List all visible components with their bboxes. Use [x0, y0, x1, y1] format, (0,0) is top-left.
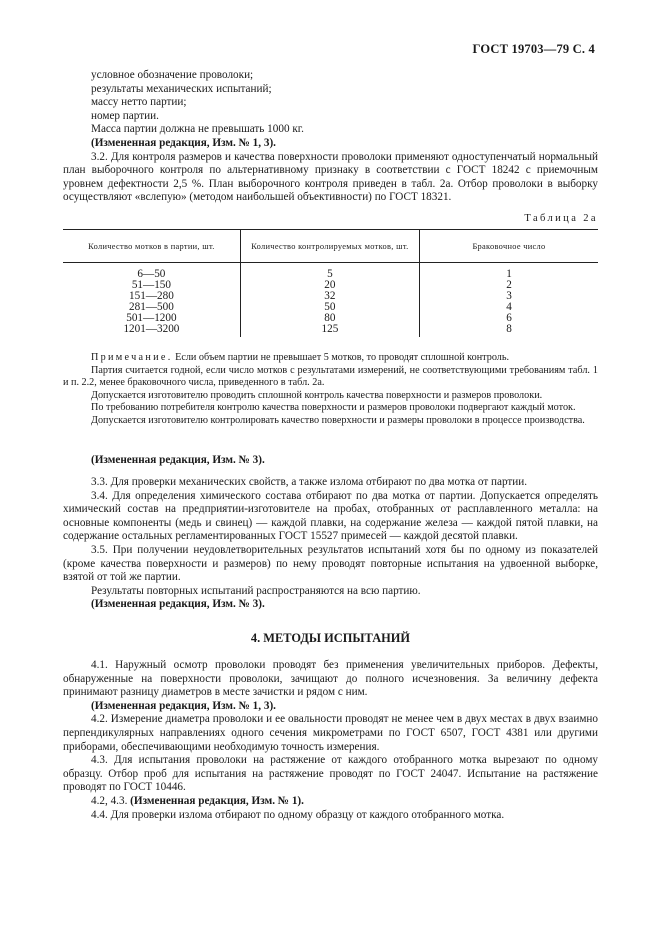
paragraph-4-1: 4.1. Наружный осмотр проволоки проводят без применения увеличительных приборов. Дефекты, обнаруженные на поверхности проволоки, зачищают до полного исчезновения. За величину дефекта принимают разницу диаметров в месте зачистки и рядом с ним. [63, 659, 598, 699]
paragraph-3-5b: Результаты повторных испытаний распространяются на всю партию. [91, 584, 421, 597]
table-cell: 2 [506, 278, 512, 291]
table-cell: 8 [506, 322, 512, 335]
table-cell: 50 [240, 302, 419, 313]
edit-note: (Измененная редакция, Изм. № 1, 3). [91, 699, 276, 712]
paragraph-3-2: 3.2. Для контроля размеров и качества поверхности проволоки применяют одноступенчатый нормальный план выборочного контроля по альтернативному признаку в соответствии с ГОСТ 18242 с приемочным уровнем дефектности 2,5 %. План выборочного контроля приведен в табл. 2а. Отбор проволоки в выборку осуществляют «вслепую» (методом наибольшей объективности) по ГОСТ 18321. [63, 150, 598, 204]
table-row [63, 313, 598, 324]
table-caption: Таблица 2а [524, 213, 598, 224]
note-block [63, 352, 598, 428]
edit-prefix: 4.2, 4.3. [91, 794, 131, 807]
sampling-table [63, 229, 598, 337]
table-row [63, 263, 598, 280]
note-paragraph [63, 352, 598, 365]
paragraph-3-5: 3.5. При получении неудовлетворительных результатов испытаний хотя бы по одному из показателей (кроме качества поверхности и размеров) по нему проводят повторные испытания на удвоенной выборке, взятой от той же партии. [63, 543, 598, 584]
list-item: результаты механических испытаний; [91, 82, 272, 95]
table-cell: 20 [240, 280, 419, 291]
edit-note: (Измененная редакция, Изм. № 1, 3). [91, 136, 276, 149]
edit-note: (Измененная редакция, Изм. № 3). [91, 454, 265, 466]
note-line: Партия считается годной, если число мотков с результатами измерений, не соответствующими требованиям табл. 1 и п. 2.2, менее браковочного числа, приведенного в табл. 2а. [63, 364, 598, 389]
table-cell: 5 [240, 263, 419, 280]
note-line: Допускается изготовителю контролировать качество поверхности и размеры проволоки в процессе производства. [91, 414, 585, 426]
list-item: Масса партии должна не превышать 1000 кг. [91, 123, 304, 136]
paragraph-3-4: 3.4. Для определения химического состава отбирают по два мотка от партии. Допускается определять химический состав на предприятии-изготовителе на пробах, отобранных от расплавленного металла: на основные компоненты (медь и свинец) — каждой плавки, на содержание железа — каждой пятой плавки, на содержание остальных регламентированных ГОСТ 15527 примесей — каждой десятой плавки. [63, 489, 598, 543]
table-cell: 281—500 [129, 300, 174, 313]
table-row [63, 302, 598, 313]
list-item: массу нетто партии; [91, 96, 187, 109]
note-line: По требованию потребителя контролю качества поверхности и размеров проволоки подвергают каждый моток. [91, 402, 576, 414]
table-header-cell: Количество контролируемых мотков, шт. [240, 230, 419, 263]
table-header-cell: Количество мотков в партии, шт. [63, 230, 240, 263]
mid-edit-block [63, 454, 598, 468]
paragraph-4-2: 4.2. Измерение диаметра проволоки и ее овальности проводят не менее чем в двух местах в двух взаимно перпендикулярных направлениях одного сечения микрометрами по ГОСТ 6507, ГОСТ 4381 или другими приборами, обеспечивающими необходимую точность измерения. [63, 713, 598, 753]
paragraph-4-4: 4.4. Для проверки излома отбирают по одному образцу от каждого отобранного мотка. [91, 808, 505, 821]
note-line: Допускается изготовителю проводить сплошной контроль качества поверхности и размеров проволоки. [91, 389, 543, 401]
table-cell: 501—1200 [126, 311, 177, 324]
list-item: условное обозначение проволоки; [91, 69, 254, 81]
page-header: ГОСТ 19703—79 С. 4 [472, 42, 595, 56]
table-cell: 6 [506, 311, 512, 324]
top-block [63, 69, 598, 205]
list-item: номер партии. [91, 109, 159, 122]
table-cell: 151—280 [129, 289, 174, 302]
table-cell: 125 [240, 324, 419, 338]
table-cell: 4 [506, 300, 512, 313]
table-cell: 51—150 [131, 278, 171, 291]
table-cell: 80 [240, 313, 419, 324]
table-row [63, 324, 598, 338]
table-cell: 1 [506, 268, 512, 280]
table-cell: 6—50 [137, 268, 166, 280]
table-cell: 3 [506, 289, 512, 302]
note-label: Примечание. [91, 352, 173, 363]
table-cell: 32 [240, 291, 419, 302]
paragraph-3-3: 3.3. Для проверки механических свойств, а также излома отбирают по два мотка от партии. [91, 476, 528, 488]
note-text: Если объем партии не превышает 5 мотков, то проводят сплошной контроль. [172, 352, 510, 363]
table-header-cell: Браковочное число [419, 230, 598, 263]
paragraph-4-3: 4.3. Для испытания проволоки на растяжение от каждого отобранного мотка вырезают по одному образцу. Отбор проб для испытания на растяжение проводят по ГОСТ 24047. Испытание на растяжение проводят по ГОСТ 10446. [63, 754, 598, 794]
edit-note: (Измененная редакция, Изм. № 3). [91, 598, 265, 611]
edit-text: (Измененная редакция, Изм. № 1). [130, 794, 304, 807]
section-title: 4. МЕТОДЫ ИСПЫТАНИЙ [250, 631, 411, 645]
edit-note-4-2-4-3 [63, 795, 598, 809]
section-4-block [63, 659, 598, 822]
table-cell: 1201—3200 [123, 322, 180, 335]
section-3-block [63, 476, 598, 612]
